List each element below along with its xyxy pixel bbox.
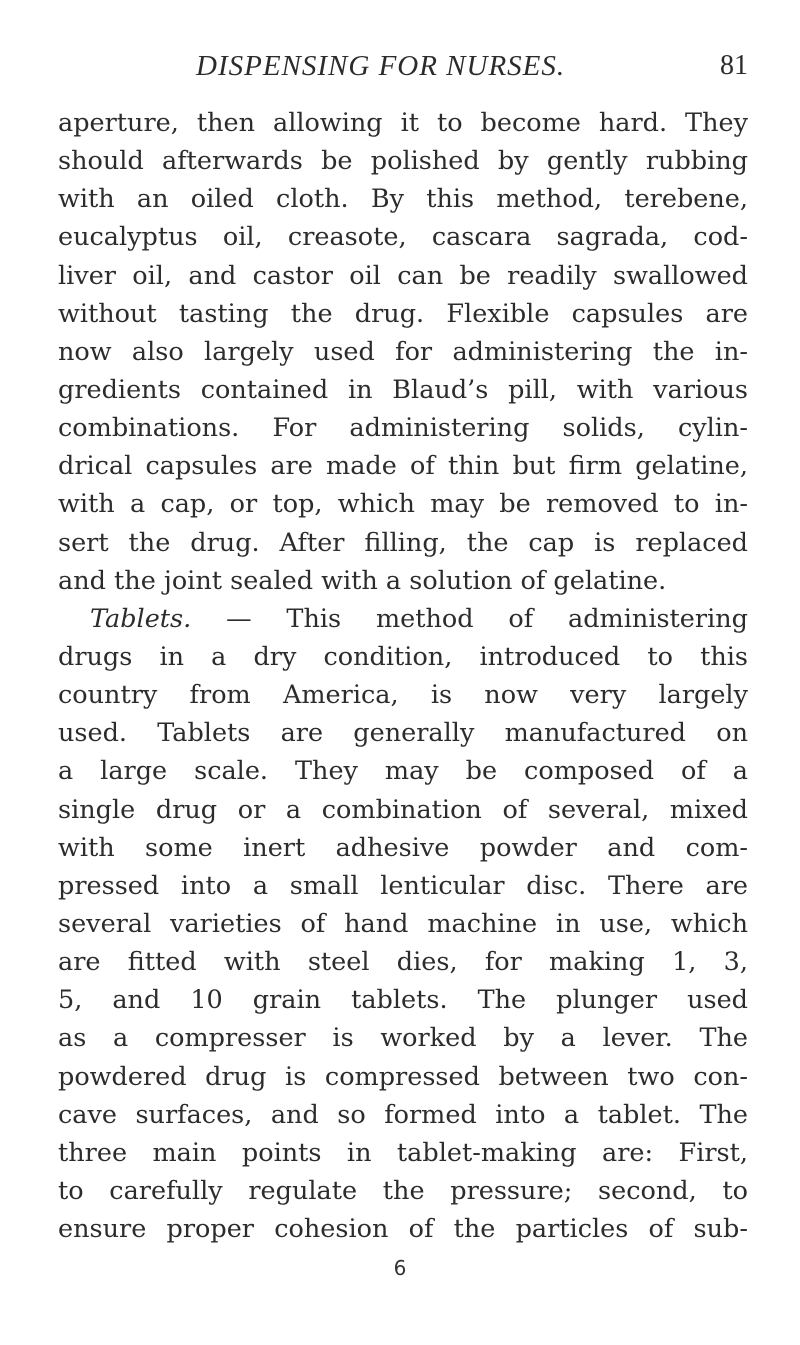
text-line: cave surfaces, and so formed into a tablet. The [58, 1099, 748, 1130]
text-line: should afterwards be polished by gently rubbing [58, 146, 748, 177]
tablets-first-line: — This method of administering [226, 603, 748, 634]
text-line: country from America, is now very largely [58, 680, 748, 711]
text-line: with a cap, or top, which may be removed to in- [58, 489, 748, 520]
text-line: a large scale. They may be composed of a [58, 756, 748, 787]
body-text [58, 104, 748, 1248]
tablets-paragraph-start [58, 600, 748, 638]
running-title: DISPENSING FOR NURSES. [196, 50, 566, 82]
text-line: with an oiled cloth. By this method, terebene, [58, 184, 748, 215]
text-line: used. Tablets are generally manufactured on [58, 718, 748, 749]
text-line: powdered drug is compressed between two con- [58, 1061, 748, 1092]
text-line: eucalyptus oil, creasote, cascara sagrada, cod- [58, 222, 748, 253]
text-line: drical capsules are made of thin but firm gelatine, [58, 451, 748, 482]
running-head [58, 50, 748, 90]
text-line: 5, and 10 grain tablets. The plunger used [58, 985, 748, 1016]
text-line: now also largely used for administering the in- [58, 336, 748, 367]
text-line: liver oil, and castor oil can be readily swallowed [58, 260, 748, 291]
text-line: pressed into a small lenticular disc. There are [58, 870, 748, 901]
text-line: to carefully regulate the pressure; second, to [58, 1175, 748, 1206]
text-line: several varieties of hand machine in use, which [58, 908, 748, 939]
text-line: single drug or a combination of several, mixed [58, 794, 748, 825]
text-line: combinations. For administering solids, cylin- [58, 413, 748, 444]
signature-mark: 6 [393, 1256, 407, 1280]
tablets-heading: Tablets. [90, 603, 192, 634]
text-line: are fitted with steel dies, for making 1, 3, [58, 947, 748, 978]
text-line: gredients contained in Blaud’s pill, with various [58, 374, 748, 405]
text-line: aperture, then allowing it to become hard. They [58, 108, 748, 138]
text-line: with some inert adhesive powder and com- [58, 832, 748, 863]
text-line: and the joint sealed with a solution of gelatine. [58, 565, 667, 596]
text-line: drugs in a dry condition, introduced to this [58, 641, 748, 672]
text-line: as a compresser is worked by a lever. The [58, 1023, 748, 1054]
text-line: three main points in tablet-making are: First, [58, 1137, 748, 1168]
text-line: sert the drug. After filling, the cap is replaced [58, 527, 748, 558]
text-line: without tasting the drug. Flexible capsules are [58, 298, 748, 329]
text-line: ensure proper cohesion of the particles of sub- [58, 1214, 748, 1245]
page-number: 81 [720, 50, 748, 81]
